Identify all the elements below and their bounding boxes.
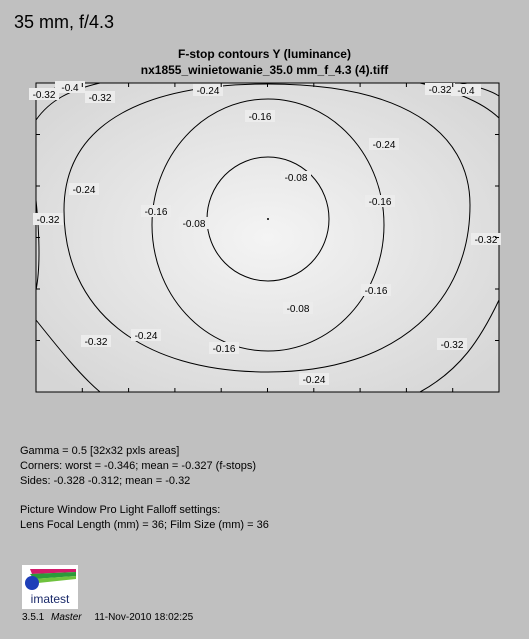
contour-label-m032-g: -0.32 xyxy=(474,235,498,246)
contour-label-m024-d: -0.24 xyxy=(134,331,158,342)
imatest-logo xyxy=(22,565,78,609)
footer xyxy=(22,612,193,623)
footer-timestamp: 11-Nov-2010 18:02:25 xyxy=(94,612,194,623)
contour-label-m032-c: -0.32 xyxy=(428,85,452,96)
footer-version: 3.5.1 xyxy=(22,612,45,623)
chart-title: F-stop contours Y (luminance) xyxy=(178,47,351,61)
contour-label-m032-d: -0.32 xyxy=(36,215,60,226)
contour-label-m024-a: -0.24 xyxy=(196,86,220,97)
contour-label-m008-c: -0.08 xyxy=(286,304,310,315)
contour-label-m024-e: -0.24 xyxy=(302,375,326,386)
contour-label-m032-a: -0.32 xyxy=(32,90,56,101)
contour-label-m016-c: -0.16 xyxy=(368,197,392,208)
footer-edition: Master xyxy=(51,612,82,623)
center-marker xyxy=(267,218,269,220)
contour-label-m016-a: -0.16 xyxy=(248,112,272,123)
contour-label-m016-e: -0.16 xyxy=(212,344,236,355)
contour-label-m04-a: -0.4 xyxy=(61,83,79,94)
chart-subtitle: nx1855_winietowanie_35.0 mm_f_4.3 (4).tiff xyxy=(140,63,389,77)
contour-label-m008-b: -0.08 xyxy=(182,219,206,230)
contour-label-m016-d: -0.16 xyxy=(364,286,388,297)
info-gamma: Gamma = 0.5 [32x32 pxls areas] xyxy=(20,445,180,457)
info-pwp-settings: Lens Focal Length (mm) = 36; Film Size (mm) = 36 xyxy=(20,519,269,531)
svg-text:imatest: imatest xyxy=(30,592,70,606)
contour-label-m024-b: -0.24 xyxy=(72,185,96,196)
contour-label-m032-b: -0.32 xyxy=(88,93,112,104)
page-heading: 35 mm, f/4.3 xyxy=(14,12,115,32)
contour-label-m024-c: -0.24 xyxy=(372,140,396,151)
contour-label-m008-a: -0.08 xyxy=(284,173,308,184)
info-pwp-title: Picture Window Pro Light Falloff settings: xyxy=(20,504,221,516)
contour-label-m04-b: -0.4 xyxy=(457,86,475,97)
info-corners: Corners: worst = -0.346; mean = -0.327 (f-stops) xyxy=(20,460,256,472)
contour-label-m016-b: -0.16 xyxy=(144,207,168,218)
contour-label-m032-f: -0.32 xyxy=(440,340,464,351)
contour-label-m032-e: -0.32 xyxy=(84,337,108,348)
info-sides: Sides: -0.328 -0.312; mean = -0.32 xyxy=(20,475,191,487)
